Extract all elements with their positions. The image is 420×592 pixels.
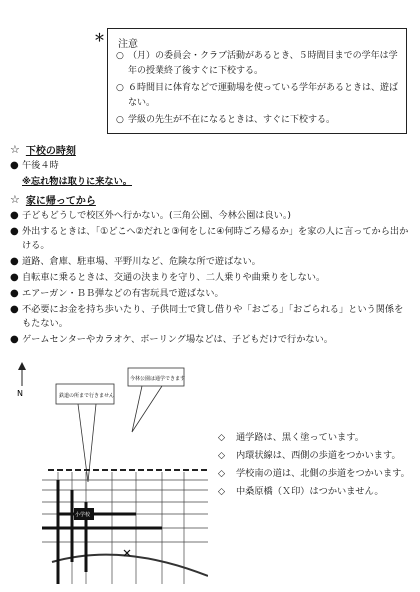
circle-bullet-icon: ○ xyxy=(116,51,124,61)
legend-item xyxy=(218,484,414,499)
section-heading xyxy=(10,142,412,157)
legend-text: 学校南の道は、北側の歩道をつかいます。 xyxy=(236,468,410,479)
notice-item xyxy=(116,113,400,128)
star-icon: ＊ xyxy=(94,31,105,44)
section-title: 家に帰ってから xyxy=(25,196,96,207)
after-home-section xyxy=(10,192,412,347)
list-item xyxy=(10,209,412,223)
rule-text: エアーガン・ＢＢ弾などの有害玩具で遊ばない。 xyxy=(22,288,224,299)
section-heading xyxy=(10,192,412,207)
notice-item-text: ６時間目に体育などで運動場を使っている学年があるときは、遊ばない。 xyxy=(128,83,399,108)
rule-text: 外出するときは、「①どこへ②だれと③何をしに④何時ごろ帰るか」を家の人に言ってから出かける。 xyxy=(22,226,409,251)
legend-text: 通学路は、黒く塗っています。 xyxy=(236,432,364,443)
rule-text: ゲームセンターやカラオケ、ボーリング場などは、子どもだけで行かない。 xyxy=(22,334,333,345)
legend-item xyxy=(218,466,414,481)
legend-text: 内環状線は、西側の歩道をつかいます。 xyxy=(236,450,401,461)
dot-bullet-icon: ● xyxy=(10,226,19,237)
dot-bullet-icon: ● xyxy=(10,210,19,221)
legend-text: 中桑原橋（Ｘ印）はつかいません。 xyxy=(236,486,384,497)
school-route-map xyxy=(12,362,208,584)
legend-item xyxy=(218,448,414,463)
dot-bullet-icon: ● xyxy=(10,272,19,283)
diamond-bullet-icon: ◇ xyxy=(218,486,226,497)
school-routes xyxy=(42,480,162,584)
north-label: N xyxy=(17,389,23,398)
star-outline-icon: ☆ xyxy=(10,143,20,156)
list-item xyxy=(10,225,412,253)
notice-item xyxy=(116,81,400,111)
callout-left-text: 鉄道の所まで行きません xyxy=(59,393,115,399)
rule-text: 子どもどうしで校区外へ行かない。(三角公園、今林公園は良い。) xyxy=(22,210,292,221)
diamond-bullet-icon: ◇ xyxy=(218,432,226,443)
dot-bullet-icon: ● xyxy=(10,160,19,171)
rule-text: 不必要にお金を持ち歩いたり、子供同士で貸し借りや「おごる」「おごられる」という関係をもたない。 xyxy=(22,304,404,329)
callout-right xyxy=(128,368,185,432)
legend-item xyxy=(218,430,414,445)
rule-text: 自転車に乗るときは、交通の決まりを守り、二人乗りや曲乗りをしない。 xyxy=(22,272,326,283)
notice-box xyxy=(94,28,407,134)
diamond-bullet-icon: ◇ xyxy=(218,468,226,479)
notice-item-text: （月）の委員会・クラブ活動があるとき、５時間目までの学年は学年の授業終了後すぐに下校する。 xyxy=(128,51,398,76)
circle-bullet-icon: ○ xyxy=(116,83,124,93)
river xyxy=(52,555,208,576)
rule-text: 道路、倉庫、駐車場、平野川など、危険な所で遊ばない。 xyxy=(22,256,261,267)
school-marker xyxy=(74,508,94,520)
forgotten-items-note: ※忘れ物は取りに来ない。 xyxy=(22,176,132,187)
star-outline-icon: ☆ xyxy=(10,193,20,206)
dot-bullet-icon: ● xyxy=(10,304,19,315)
callout-right-text: 今林公園は通学できます xyxy=(130,376,186,382)
circle-bullet-icon: ○ xyxy=(116,115,124,125)
notice-item xyxy=(116,49,400,79)
list-item xyxy=(10,303,412,331)
dismissal-time-section xyxy=(10,142,412,187)
dot-bullet-icon: ● xyxy=(10,288,19,299)
notice-title: 注意 xyxy=(118,39,138,50)
dot-bullet-icon: ● xyxy=(10,256,19,267)
dismissal-time: 午後４時 xyxy=(22,160,59,171)
callout-left xyxy=(56,384,114,482)
map-legend xyxy=(218,430,414,502)
list-item xyxy=(10,159,412,173)
diamond-bullet-icon: ◇ xyxy=(218,450,226,461)
notice-item-text: 学級の先生が不在になるときは、すぐに下校する。 xyxy=(128,115,336,125)
list-item xyxy=(10,271,412,285)
list-item xyxy=(10,287,412,301)
list-item xyxy=(10,255,412,269)
list-item xyxy=(10,333,412,347)
section-title: 下校の時刻 xyxy=(25,146,76,157)
dot-bullet-icon: ● xyxy=(10,334,19,345)
north-arrow-icon xyxy=(17,362,26,398)
school-label: 小学校 xyxy=(75,512,91,518)
